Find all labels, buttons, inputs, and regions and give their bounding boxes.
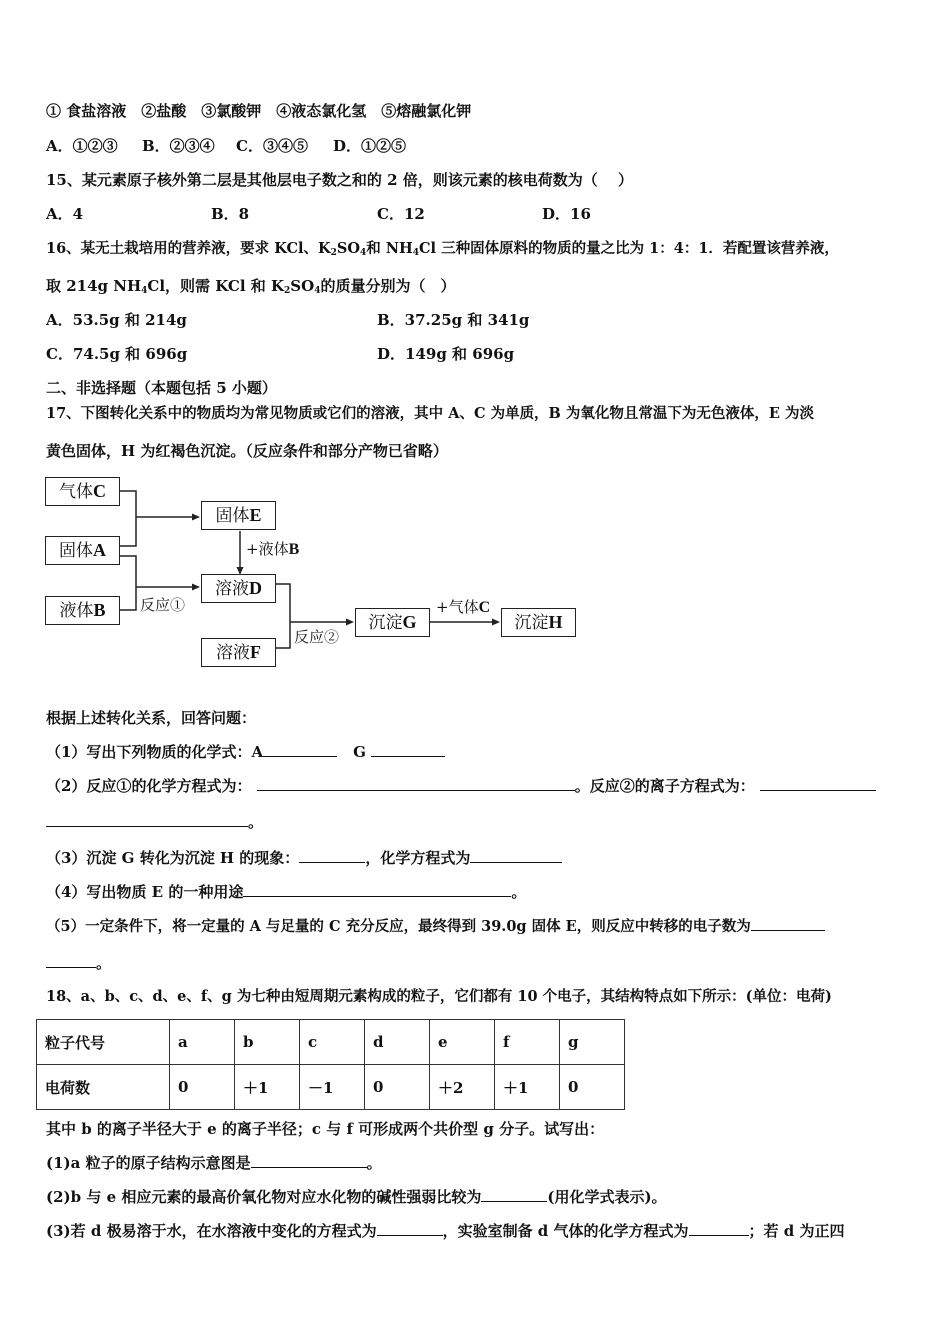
label-letter: B	[288, 541, 300, 558]
node-solution-f	[201, 638, 276, 667]
q16-text: 的质量分别为（ ）	[320, 277, 456, 295]
table-cell: 0	[170, 1065, 235, 1110]
q14-option-c: C．③④⑤	[236, 137, 308, 155]
table-cell: c	[300, 1020, 365, 1065]
subscript: 2	[330, 248, 337, 258]
node-gas-c	[45, 477, 120, 506]
subscript: 4	[359, 248, 367, 258]
table-cell: a	[170, 1020, 235, 1065]
q18-sub3	[46, 1221, 844, 1241]
q16-stem-line1	[46, 239, 839, 259]
label-text: +气体	[436, 598, 479, 616]
q16-stem-line2	[46, 276, 455, 296]
node-label: 液体	[59, 601, 94, 621]
node-label: 固体	[215, 506, 250, 526]
answer-blank-basicity[interactable]	[481, 1187, 547, 1202]
answer-blank-equation[interactable]	[470, 848, 562, 863]
subscript: 4	[412, 248, 420, 258]
q16-option-c: C．74.5g 和 696g	[46, 345, 188, 363]
node-liquid-b	[45, 596, 120, 625]
q15-stem: 15、某元素原子核外第二层是其他层电子数之和的 2 倍，则该元素的核电荷数为（ ）	[46, 171, 633, 189]
q15-option-b: B．8	[211, 205, 250, 223]
table-cell: ＋2	[430, 1065, 495, 1110]
q17-stem-line1: 17、下图转化关系中的物质均为常见物质或它们的溶液，其中 A、C 为单质，B 为氧化物且常温下为无色液体，E 为淡	[46, 405, 814, 422]
answer-blank-structure[interactable]	[251, 1153, 367, 1168]
q18-sub1	[46, 1153, 382, 1173]
node-label: 固体	[59, 541, 93, 561]
q18-sub3-mid: ，实验室制备 d 气体的化学方程式为	[442, 1222, 689, 1240]
q18-note: 其中 b 的离子半径大于 e 的离子半径；c 与 f 可形成两个共价型 g 分子。试写出：	[46, 1120, 605, 1138]
label-letter: C	[478, 599, 491, 616]
q16-text: Cl，则需 KCl 和 K	[147, 277, 285, 295]
q17-sub1-g: G	[353, 743, 366, 761]
q17-intro: 根据上述转化关系，回答问题：	[46, 709, 257, 727]
q17-sub1-text: （1）写出下列物质的化学式：A	[46, 743, 264, 761]
node-letter: D	[249, 578, 262, 598]
q17-sub4-text: （4）写出物质 E 的一种用途	[46, 883, 244, 901]
node-label: 气体	[59, 482, 93, 502]
node-solution-d	[201, 574, 276, 603]
node-label: 溶液	[215, 579, 249, 599]
q17-sub4	[46, 882, 526, 902]
q18-sub1-text: (1)a 粒子的原子结构示意图是	[46, 1154, 251, 1172]
answer-blank-use[interactable]	[243, 882, 511, 897]
q17-sub2-cont	[46, 812, 263, 832]
table-cell: g	[560, 1020, 625, 1065]
q16-option-a: A．53.5g 和 214g	[46, 311, 187, 329]
answer-blank-phenomenon[interactable]	[299, 848, 365, 863]
answer-blank-lab-prep[interactable]	[689, 1221, 749, 1236]
q17-sub3-text: （3）沉淀 G 转化为沉淀 H 的现象：	[46, 849, 300, 867]
answer-blank-a[interactable]	[263, 742, 337, 757]
q17-sub3-mid: ，化学方程式为	[365, 849, 471, 867]
q15-option-d: D．16	[542, 205, 591, 223]
q16-text: 和 NH	[366, 240, 413, 257]
node-label: 沉淀	[368, 613, 403, 633]
answer-blank-g[interactable]	[371, 742, 445, 757]
q18-sub3-text: (3)若 d 极易溶于水，在水溶液中变化的方程式为	[46, 1222, 377, 1240]
subscript: 2	[284, 286, 291, 296]
q14-option-a: A．①②③	[46, 137, 118, 155]
q15-option-a: A．4	[46, 205, 84, 223]
q17-sub1	[46, 742, 445, 762]
table-cell: 0	[560, 1065, 625, 1110]
node-letter: A	[93, 540, 106, 560]
q16-text: Cl 三种固体原料的物质的量之比为 1：4：1．若配置该营养液，	[419, 240, 839, 257]
subscript: 4	[314, 286, 321, 296]
q17-sub5	[46, 916, 825, 937]
answer-blank-reaction2-part1[interactable]	[760, 776, 876, 791]
section-heading: 二、非选择题（本题包括 5 小题）	[46, 379, 277, 397]
answer-blank-reaction1[interactable]	[257, 776, 575, 791]
q17-sub5-text: （5）一定条件下，将一定量的 A 与足量的 C 充分反应，最终得到 39.0g 固体 E，则反应中转移的电子数为	[46, 918, 751, 935]
node-letter: G	[402, 612, 417, 632]
q17-sub2-mid: 。反应②的离子方程式为：	[574, 777, 755, 795]
table-cell: e	[430, 1020, 495, 1065]
period: 。	[96, 954, 112, 972]
node-letter: C	[93, 481, 106, 501]
table-cell: 电荷数	[37, 1065, 170, 1110]
q17-stem-line2: 黄色固体，H 为红褐色沉淀。（反应条件和部分产物已省略）	[46, 442, 448, 460]
node-solid-e	[201, 501, 276, 530]
node-label: 沉淀	[514, 613, 549, 633]
label-reaction-2: 反应②	[294, 628, 340, 646]
period: 。	[366, 1154, 382, 1172]
answer-blank-dissolution[interactable]	[377, 1221, 443, 1236]
node-letter: H	[548, 612, 563, 632]
q16-option-b: B．37.25g 和 341g	[377, 311, 530, 329]
q14-items: ① 食盐溶液 ②盐酸 ③氯酸钾 ④液态氯化氢 ⑤熔融氯化钾	[46, 102, 472, 120]
q18-sub2-text: (2)b 与 e 相应元素的最高价氧化物对应水化物的碱性强弱比较为	[46, 1188, 482, 1206]
table-cell: f	[495, 1020, 560, 1065]
label-plus-liquid-b	[246, 538, 299, 559]
table-cell: ＋1	[495, 1065, 560, 1110]
period: 。	[248, 813, 264, 831]
table-cell: 0	[365, 1065, 430, 1110]
q18-sub2-end: (用化学式表示)。	[547, 1188, 667, 1206]
q17-sub3	[46, 848, 562, 868]
q15-option-c: C．12	[377, 205, 425, 223]
answer-blank-electrons-part1[interactable]	[751, 916, 825, 931]
particle-charge-table	[36, 1019, 625, 1110]
answer-blank-reaction2-part2[interactable]	[46, 812, 248, 827]
table-cell: －1	[300, 1065, 365, 1110]
node-letter: F	[250, 642, 261, 662]
node-letter: B	[93, 600, 106, 620]
reaction-flow-diagram	[44, 474, 584, 674]
q16-text: 16、某无土栽培用的营养液，要求 KCl、K	[46, 240, 331, 257]
q14-option-b: B．②③④	[142, 137, 215, 155]
q17-sub5-cont	[46, 953, 111, 973]
label-plus-gas-c	[436, 596, 490, 617]
node-solid-a	[45, 536, 120, 565]
q17-sub2	[46, 776, 876, 796]
label-text: +液体	[246, 540, 289, 558]
node-label: 溶液	[216, 643, 250, 663]
answer-blank-electrons-part2[interactable]	[46, 953, 96, 968]
subscript: 4	[141, 286, 148, 296]
table-cell: d	[365, 1020, 430, 1065]
q16-option-d: D．149g 和 696g	[377, 345, 515, 363]
q18-stem: 18、a、b、c、d、e、f、g 为七种由短周期元素构成的粒子，它们都有 10 个电子，其结构特点如下所示：(单位：电荷)	[46, 988, 832, 1005]
q16-text: SO	[336, 240, 360, 257]
table-row	[37, 1065, 625, 1110]
q17-sub2-text: （2）反应①的化学方程式为：	[46, 777, 252, 795]
label-reaction-1: 反应①	[140, 596, 186, 614]
table-cell: ＋1	[235, 1065, 300, 1110]
q14-option-d: D．①②⑤	[333, 137, 407, 155]
node-precipitate-h	[501, 608, 576, 637]
table-cell: b	[235, 1020, 300, 1065]
node-letter: E	[249, 505, 262, 525]
node-precipitate-g	[355, 608, 430, 637]
period: 。	[511, 883, 527, 901]
q18-sub3-end: ；若 d 为正四	[748, 1222, 845, 1240]
table-header-row	[37, 1020, 625, 1065]
q16-text: SO	[290, 277, 315, 295]
table-cell: 粒子代号	[37, 1020, 170, 1065]
q18-sub2	[46, 1187, 667, 1207]
q16-text: 取 214g NH	[46, 277, 142, 295]
